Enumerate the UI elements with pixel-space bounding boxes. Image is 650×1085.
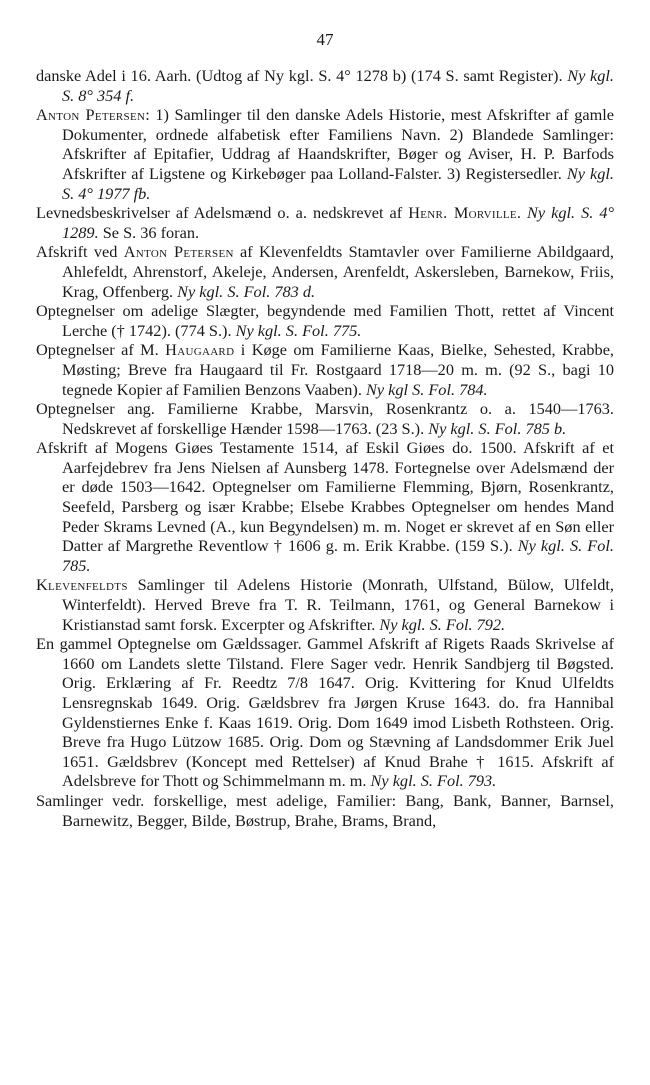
entry-text: danske Adel i 16. Aarh. (Udtog af Ny kgl. S. 4° 1278 b) (174 S. samt Register). <box>36 66 568 85</box>
shelfmark: Ny kgl. S. Fol. 785. <box>62 536 614 575</box>
shelfmark: Ny kgl. S. 4° 1977 fb. <box>62 163 614 203</box>
catalog-entry <box>36 66 614 105</box>
catalog-entry <box>36 105 614 203</box>
entry-text: Optegnelser om adelige Slægter, begyndende med Familien Thott, rettet af Vincent Lerche († 1742). (774 S.). <box>36 301 614 340</box>
shelfmark: Ny kgl. S. Fol. 792. <box>379 614 506 634</box>
entry-text: Se S. 36 foran. <box>98 222 200 242</box>
shelfmark: Ny kgl. S. Fol. 785 b. <box>428 418 567 438</box>
catalog-entry <box>36 791 614 830</box>
catalog-entry <box>36 634 614 791</box>
author-name: Anton Petersen <box>36 105 146 125</box>
entry-text: Samlinger vedr. forskellige, mest adelige, Familier: Bang, Bank, Banner, Barnsel, Barnewitz, Begger, Bilde, Bøstrup, Brahe, Brams, Brand, <box>36 790 614 830</box>
author-name: Klevenfeldts <box>36 575 128 595</box>
entry-text: Levnedsbeskrivelser af Adelsmænd o. a. nedskrevet af <box>36 203 409 223</box>
catalog-entry <box>36 438 614 575</box>
shelfmark: Ny kgl S. Fol. 784. <box>365 379 488 399</box>
entry-text: . <box>516 203 528 223</box>
catalog-entry <box>36 301 614 340</box>
bibliography-entries <box>36 66 614 830</box>
page-number: 47 <box>316 30 334 49</box>
shelfmark: Ny kgl. S. Fol. 775. <box>235 320 362 340</box>
author-name: Anton Petersen <box>123 242 234 262</box>
catalog-entry <box>36 203 614 242</box>
entry-text: Optegnelser ang. Familierne Krabbe, Marsvin, Rosenkrantz o. a. 1540—1763. Nedskrevet af forskellige Hænder 1598—1763. (23 S.). <box>36 399 614 438</box>
catalog-entry <box>36 340 614 399</box>
entry-text: En gammel Optegnelse om Gældssager. Gammel Afskrift af Rigets Raads Skrivelse af 1660 om Landets slette Tilstand. Flere Sager vedr. Henrik Sandbjerg til Bøgsted. Orig. Erklæring af Fr. Reedtz 7/8 1647. Orig. Kvittering for Knud Ulfeldts Lensregnskab 1649. Orig. Gældsbrev fra Jørgen Kruse 1643. do. fra Hannibal Gyldenstiernes Enke f. Kaas 1619. Orig. Dom 1649 imod Lisbeth Rothsteen. Orig. Breve fra Hugo Lützow 1685. Orig. Dom og Stævning af Landsdommer Erik Juel 1651. Gældsbrev (Koncept med Rettelser) af Knud Brahe † 1615. Afskrift af Adelsbreve for Thott og Schimmelmann m. m. <box>36 634 614 791</box>
catalog-entry <box>36 242 614 301</box>
author-name: Henr. Morville <box>408 203 517 223</box>
entry-text: Afskrift af Mogens Giøes Testamente 1514, af Eskil Giøes do. 1500. Afskrift af et Aarfejdebrev fra Jens Nielsen af Aunsberg 1478. Fortegnelse over Adelsmænd der er døde 1503—1642. Optegnelser om Familierne Flemming, Bjørn, Rosenkrantz, Seefeld, Parsberg og især Krabbe; Elsebe Krabbes Optegnelser om hendes Mand Peder Skrams Levned (A., kun Begyndelsen) m. m. Noget er skrevet af en Søn eller Datter af Margrethe Reventlow † 1606 g. m. Erik Krabbe. (159 S.). <box>36 438 614 556</box>
shelfmark: Ny kgl. S. Fol. 783 d. <box>177 281 316 301</box>
shelfmark: Ny kgl. S. 4° 1289. <box>62 203 615 242</box>
catalog-entry <box>36 575 614 634</box>
entry-text: af Klevenfeldts Stamtavler over Familierne Abildgaard, Ahlefeldt, Ahrenstorf, Akeleje, Andersen, Arenfeldt, Askersleben, Barnekow, Friis, Krag, Offenberg. <box>62 242 614 301</box>
entry-text: Samlinger til Adelens Historie (Monrath, Ulfstand, Bülow, Ulfeldt, Winterfeldt). Herved Breve fra T. R. Teilmann, 1761, og General Barnekow i Kristianstad samt forsk. Excerpter og Afskrifter. <box>62 575 614 634</box>
entry-text: Afskrift ved <box>36 242 124 262</box>
entry-text: Optegnelser af M. <box>36 340 166 360</box>
shelfmark: Ny kgl. S. Fol. 793. <box>370 771 497 791</box>
author-name: Haugaard <box>165 340 235 360</box>
entry-text: i Køge om Familierne Kaas, Bielke, Sehested, Krabbe, Møsting; Breve fra Haugaard til Fr. Rostgaard 1718—20 m. m. (92 S., bagi 10 tegnede Kopier af Familien Benzons Vaaben). <box>62 340 614 399</box>
shelfmark: Ny kgl. S. 8° 354 f. <box>62 66 614 105</box>
entry-text: : 1) Samlinger til den danske Adels Historie, mest Afskrifter af gamle Dokumenter, ordnede alfabetisk efter Familiens Navn. 2) Blandede Samlinger: Afskrifter af Epitafier, Uddrag af Haandskrifter, Bøger og Aviser, H. P. Barfods Afskrifter af Ligstene og Kirkebøger paa Lolland-Falster. 3) Registersedler. <box>62 105 615 183</box>
catalog-entry <box>36 399 614 438</box>
